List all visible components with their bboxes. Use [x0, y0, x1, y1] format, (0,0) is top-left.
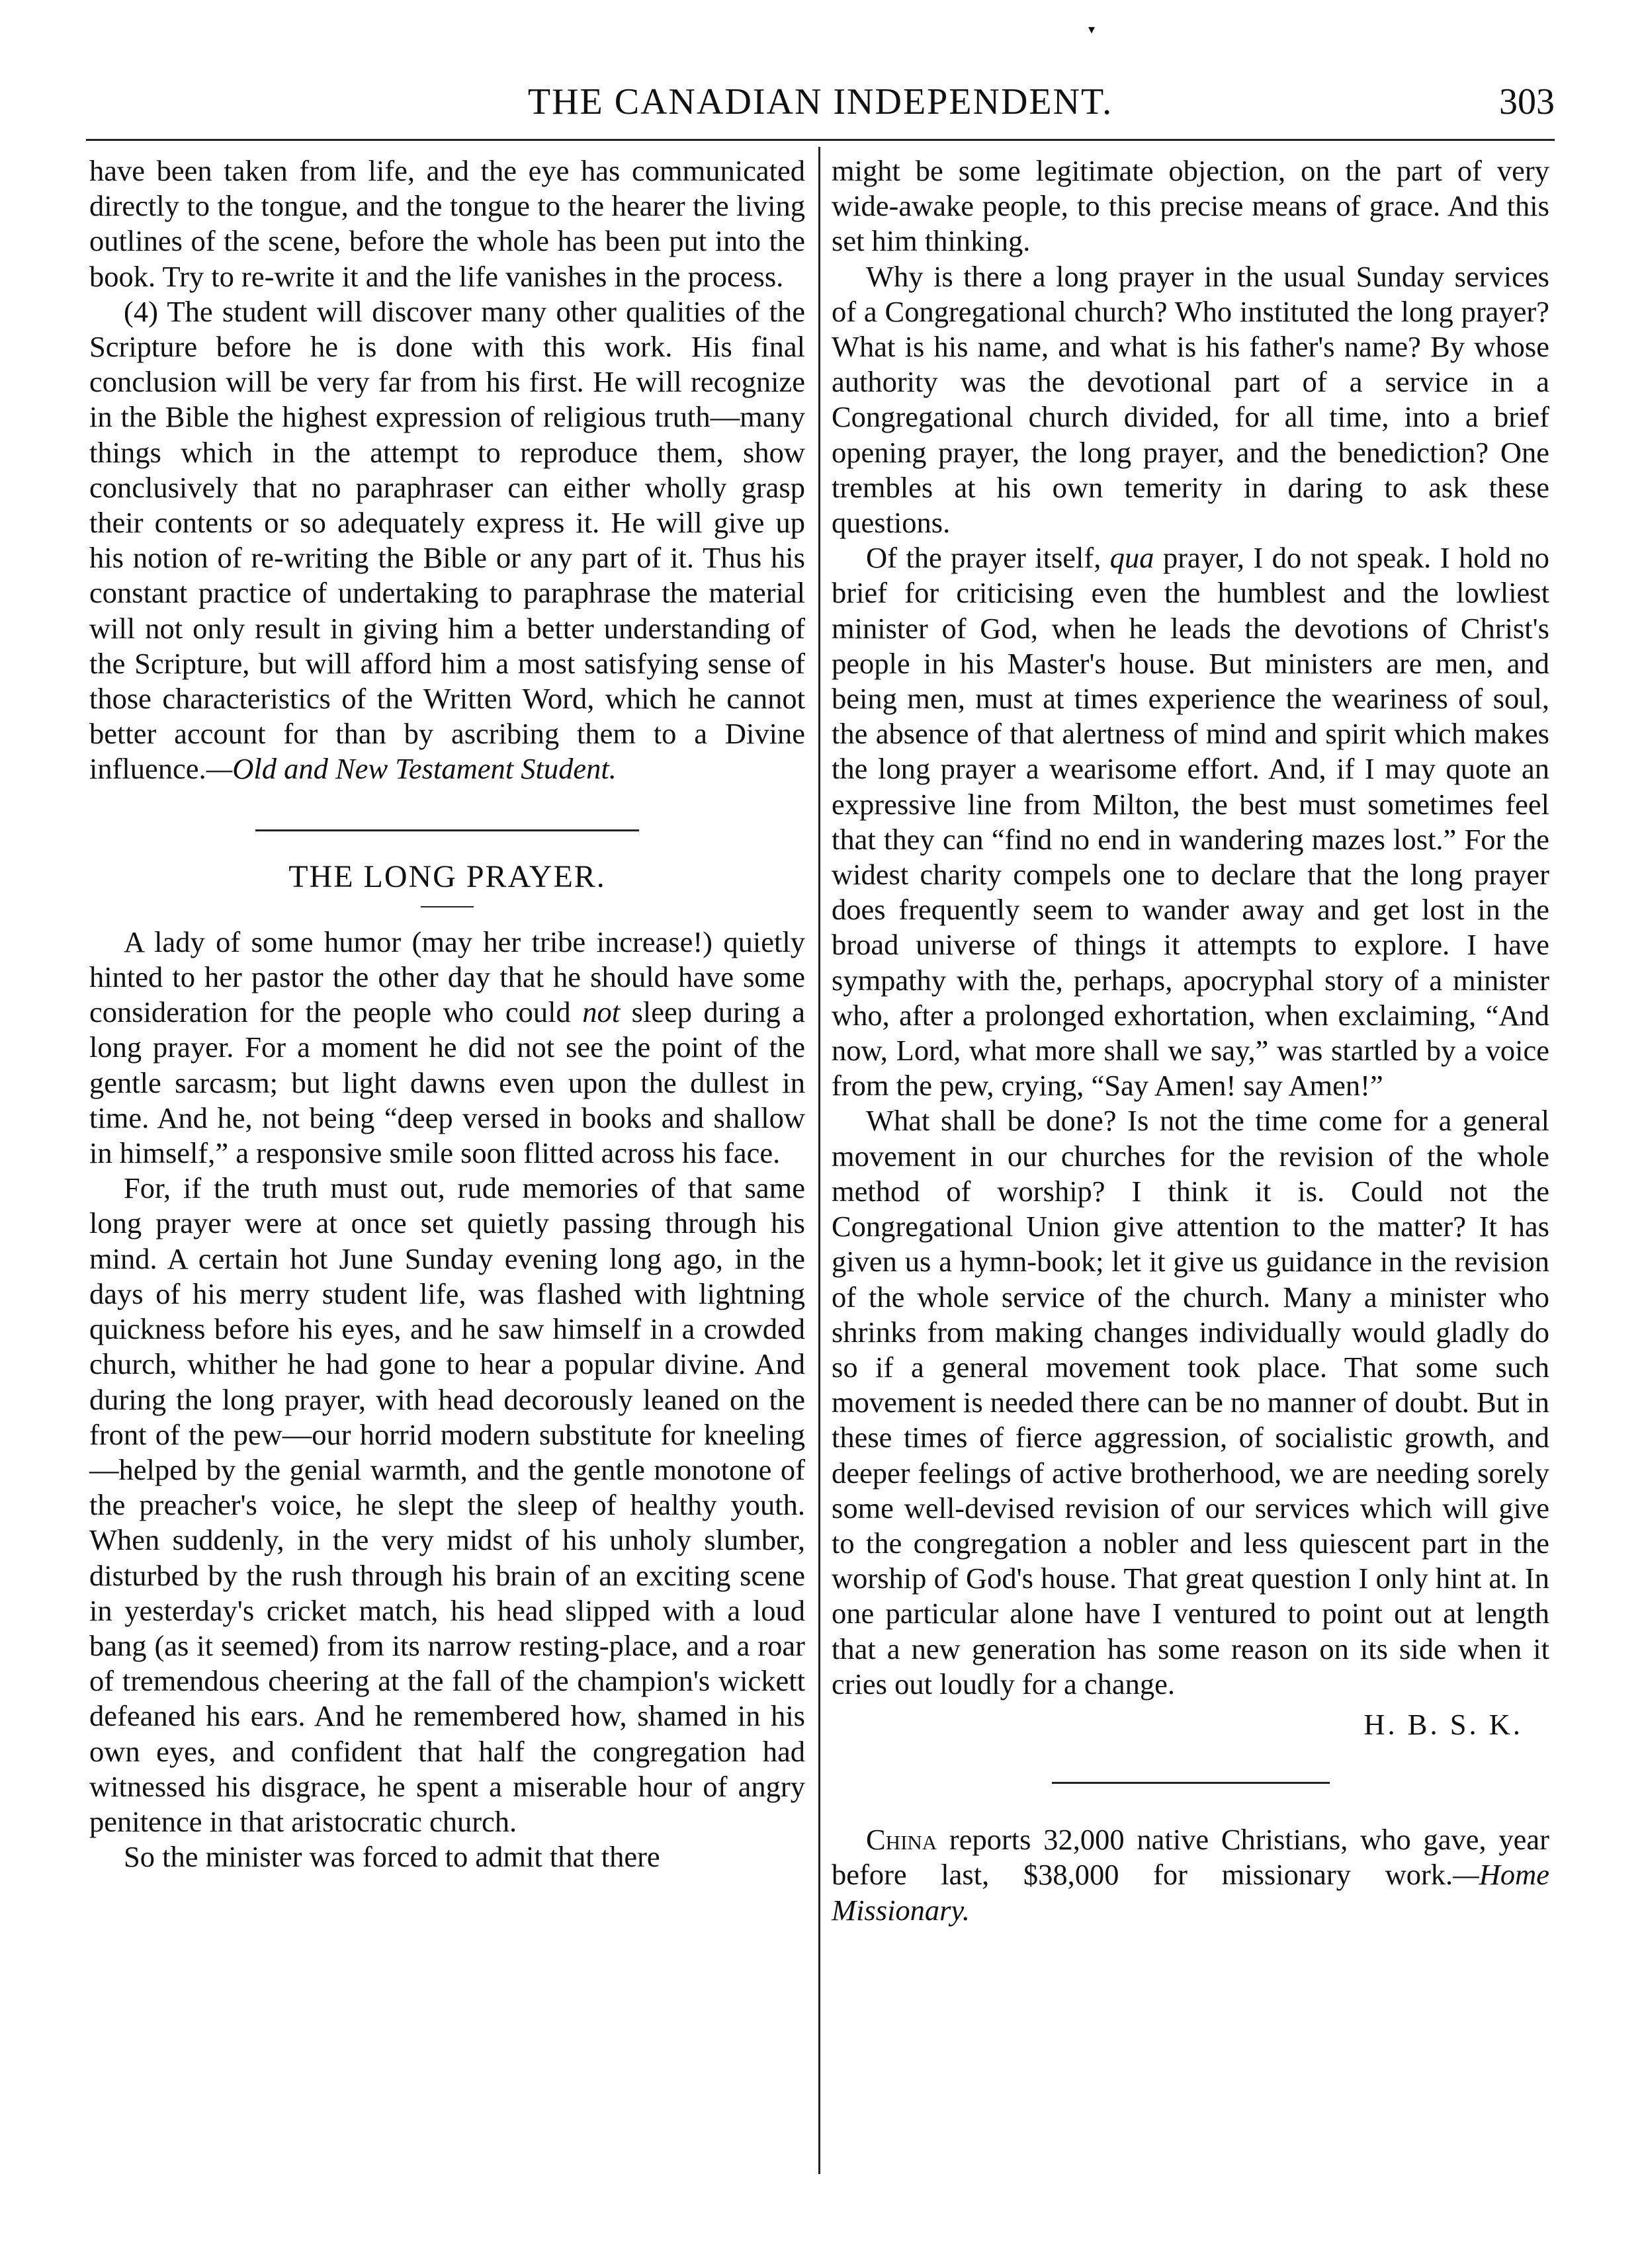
printer-mark: ▾: [1088, 22, 1096, 37]
right-column: [832, 153, 1549, 1928]
emphasis-text: not: [582, 995, 621, 1029]
article-paragraph-5: [832, 540, 1549, 1103]
paragraph-text: prayer, I do not speak. I hold no brief for criticising even the humblest and the lowliest minister of God, when he leads the devotions of Christ's people in his Master's house. But ministers are men, and being men, must at times experience the weariness of soul, the absence of that alertness of mind and spirit which makes the long prayer a wearisome effort. And, if I may quote an expressive line from Milton, the best must sometimes feel that they can “find no end in wandering mazes lost.” For the widest charity compels one to declare that the long prayer does frequently seem to wander away and get lost in the broad universe of things it attempts to explore. I have sympathy with the, perhaps, apocryphal story of a minister who, after a prolonged exhortation, when exclaiming, “And now, Lord, what more shall we say,” was startled by a voice from the pew, crying, “Say Amen! say Amen!”: [832, 541, 1550, 1103]
header-rule: [86, 139, 1555, 141]
section-separator: [255, 829, 639, 831]
emphasis-text: qua: [1109, 541, 1154, 575]
paragraph-text: sleep during a long prayer. For a moment he did not see the point of the gentle sarcasm; but light dawns even upon the dullest in time. And he, not being “deep versed in books and shallow in himself,” a responsive smile soon flitted across his face.: [89, 995, 805, 1170]
article-paragraph-continued: might be some legitimate objection, on the part of very wide-awake people, to this precise means of grace. And this set him thinking.: [832, 154, 1549, 258]
note-lead-word: China: [866, 1823, 937, 1857]
page-header: [86, 81, 1555, 134]
paragraph-text: Of the prayer itself,: [866, 541, 1101, 575]
publication-title: THE CANADIAN INDEPENDENT.: [527, 81, 1113, 122]
paragraph-student-conclusion: [89, 294, 805, 787]
news-note: [832, 1822, 1549, 1928]
source-credit: —Old and New Testament Student.: [206, 752, 617, 786]
article-paragraph-6: What shall be done? Is not the time come for a general movement in our churches for the revision of the whole method of worship? I think it is. Could not the Congregational Union give attention to the matter? It has given us a hymn-book; let it give us guidance in the revision of the whole service of the church. Many a minister who shrinks from making changes individually would gladly do so if a general movement took place. That some such movement is needed there can be no manner of doubt. But in these times of fierce aggression, of socialistic growth, and deeper feelings of active brotherhood, we are needing sorely some well-devised revision of our services which will give to the congregation a nobler and less quiescent part in the worship of God's house. That great question I only hint at. In one particular alone have I ventured to point out at length that a new generation has some reason on its side when it cries out loudly for a change.: [832, 1104, 1549, 1701]
paragraph-text: A lady of some humor (may her tribe increase!) quietly hinted to her pastor the other day that he should have some consideration for the people who could: [89, 925, 805, 1029]
article-paragraph-4: Why is there a long prayer in the usual Sunday services of a Congregational church? Who instituted the long prayer? What is his name, and what is his father's name? By whose authority was the devotional part of a service in a Congregational church divided, for all time, into a brief opening prayer, the long prayer, and the benediction? One trembles at his own temerity in daring to ask these questions.: [832, 259, 1549, 540]
left-column: [89, 153, 805, 1874]
note-text: reports 32,000 native Christians, who gave, year before last, $38,000 for missionary work.: [832, 1823, 1549, 1892]
section-separator: [1052, 1782, 1330, 1784]
author-signature: H. B. S. K.: [1363, 1707, 1523, 1741]
article-paragraph-2: For, if the truth must out, rude memories of that same long prayer were at once set quietly passing through his mind. A certain hot June Sunday evening long ago, in the days of his merry student life, was flashed with lightning quickness before his eyes, and he saw himself in a crowded church, whither he had gone to hear a popular divine. And during the long prayer, with head decorously leaned on the front of the pew—our horrid modern substitute for kneeling—helped by the genial warmth, and the gentle monotone of the preacher's voice, he slept the sleep of healthy youth. When suddenly, in the very midst of his unholy slumber, disturbed by the rush through his brain of an exciting scene in yesterday's cricket match, his head slipped with a loud bang (as it seemed) from its narrow resting-place, and a roar of tremendous cheering at the fall of the champion's wickett defeaned his ears. And he remembered how, shamed in his own eyes, and confident that half the congregation had witnessed his disgrace, he spent a miserable hour of angry penitence in that aristocratic church.: [89, 1171, 805, 1838]
column-divider: [818, 147, 820, 2174]
paragraph-text: (4) The student will discover many other qualities of the Scripture before he is done with this work. His final conclusion will be very far from his first. He will recognize in the Bible the highest expression of religious truth—many things which in the attempt to reproduce them, show conclusively that no paraphraser can either wholly grasp their contents or so adequately express it. He will give up his notion of re-writing the Bible or any part of it. Thus his constant practice of undertaking to paraphrase the material will not only result in giving him a better understanding of the Scripture, but will afford him a most satisfying sense of those characteristics of the Written Word, which he cannot better account for than by ascribing them to a Divine influence.: [89, 294, 805, 786]
source-credit: —Home Missionary.: [832, 1858, 1549, 1927]
article-paragraph-1: [89, 925, 805, 1171]
article-paragraph-3: So the minister was forced to admit that there: [124, 1840, 660, 1874]
page-number: 303: [1499, 81, 1555, 122]
continued-paragraph: have been taken from life, and the eye has communicated directly to the tongue, and the tongue to the hearer the living outlines of the scene, before the whole has been put into the book. Try to re-write it and the life vanishes in the process.: [89, 154, 805, 293]
title-underline: [421, 906, 474, 907]
article-title: THE LONG PRAYER.: [288, 859, 606, 894]
